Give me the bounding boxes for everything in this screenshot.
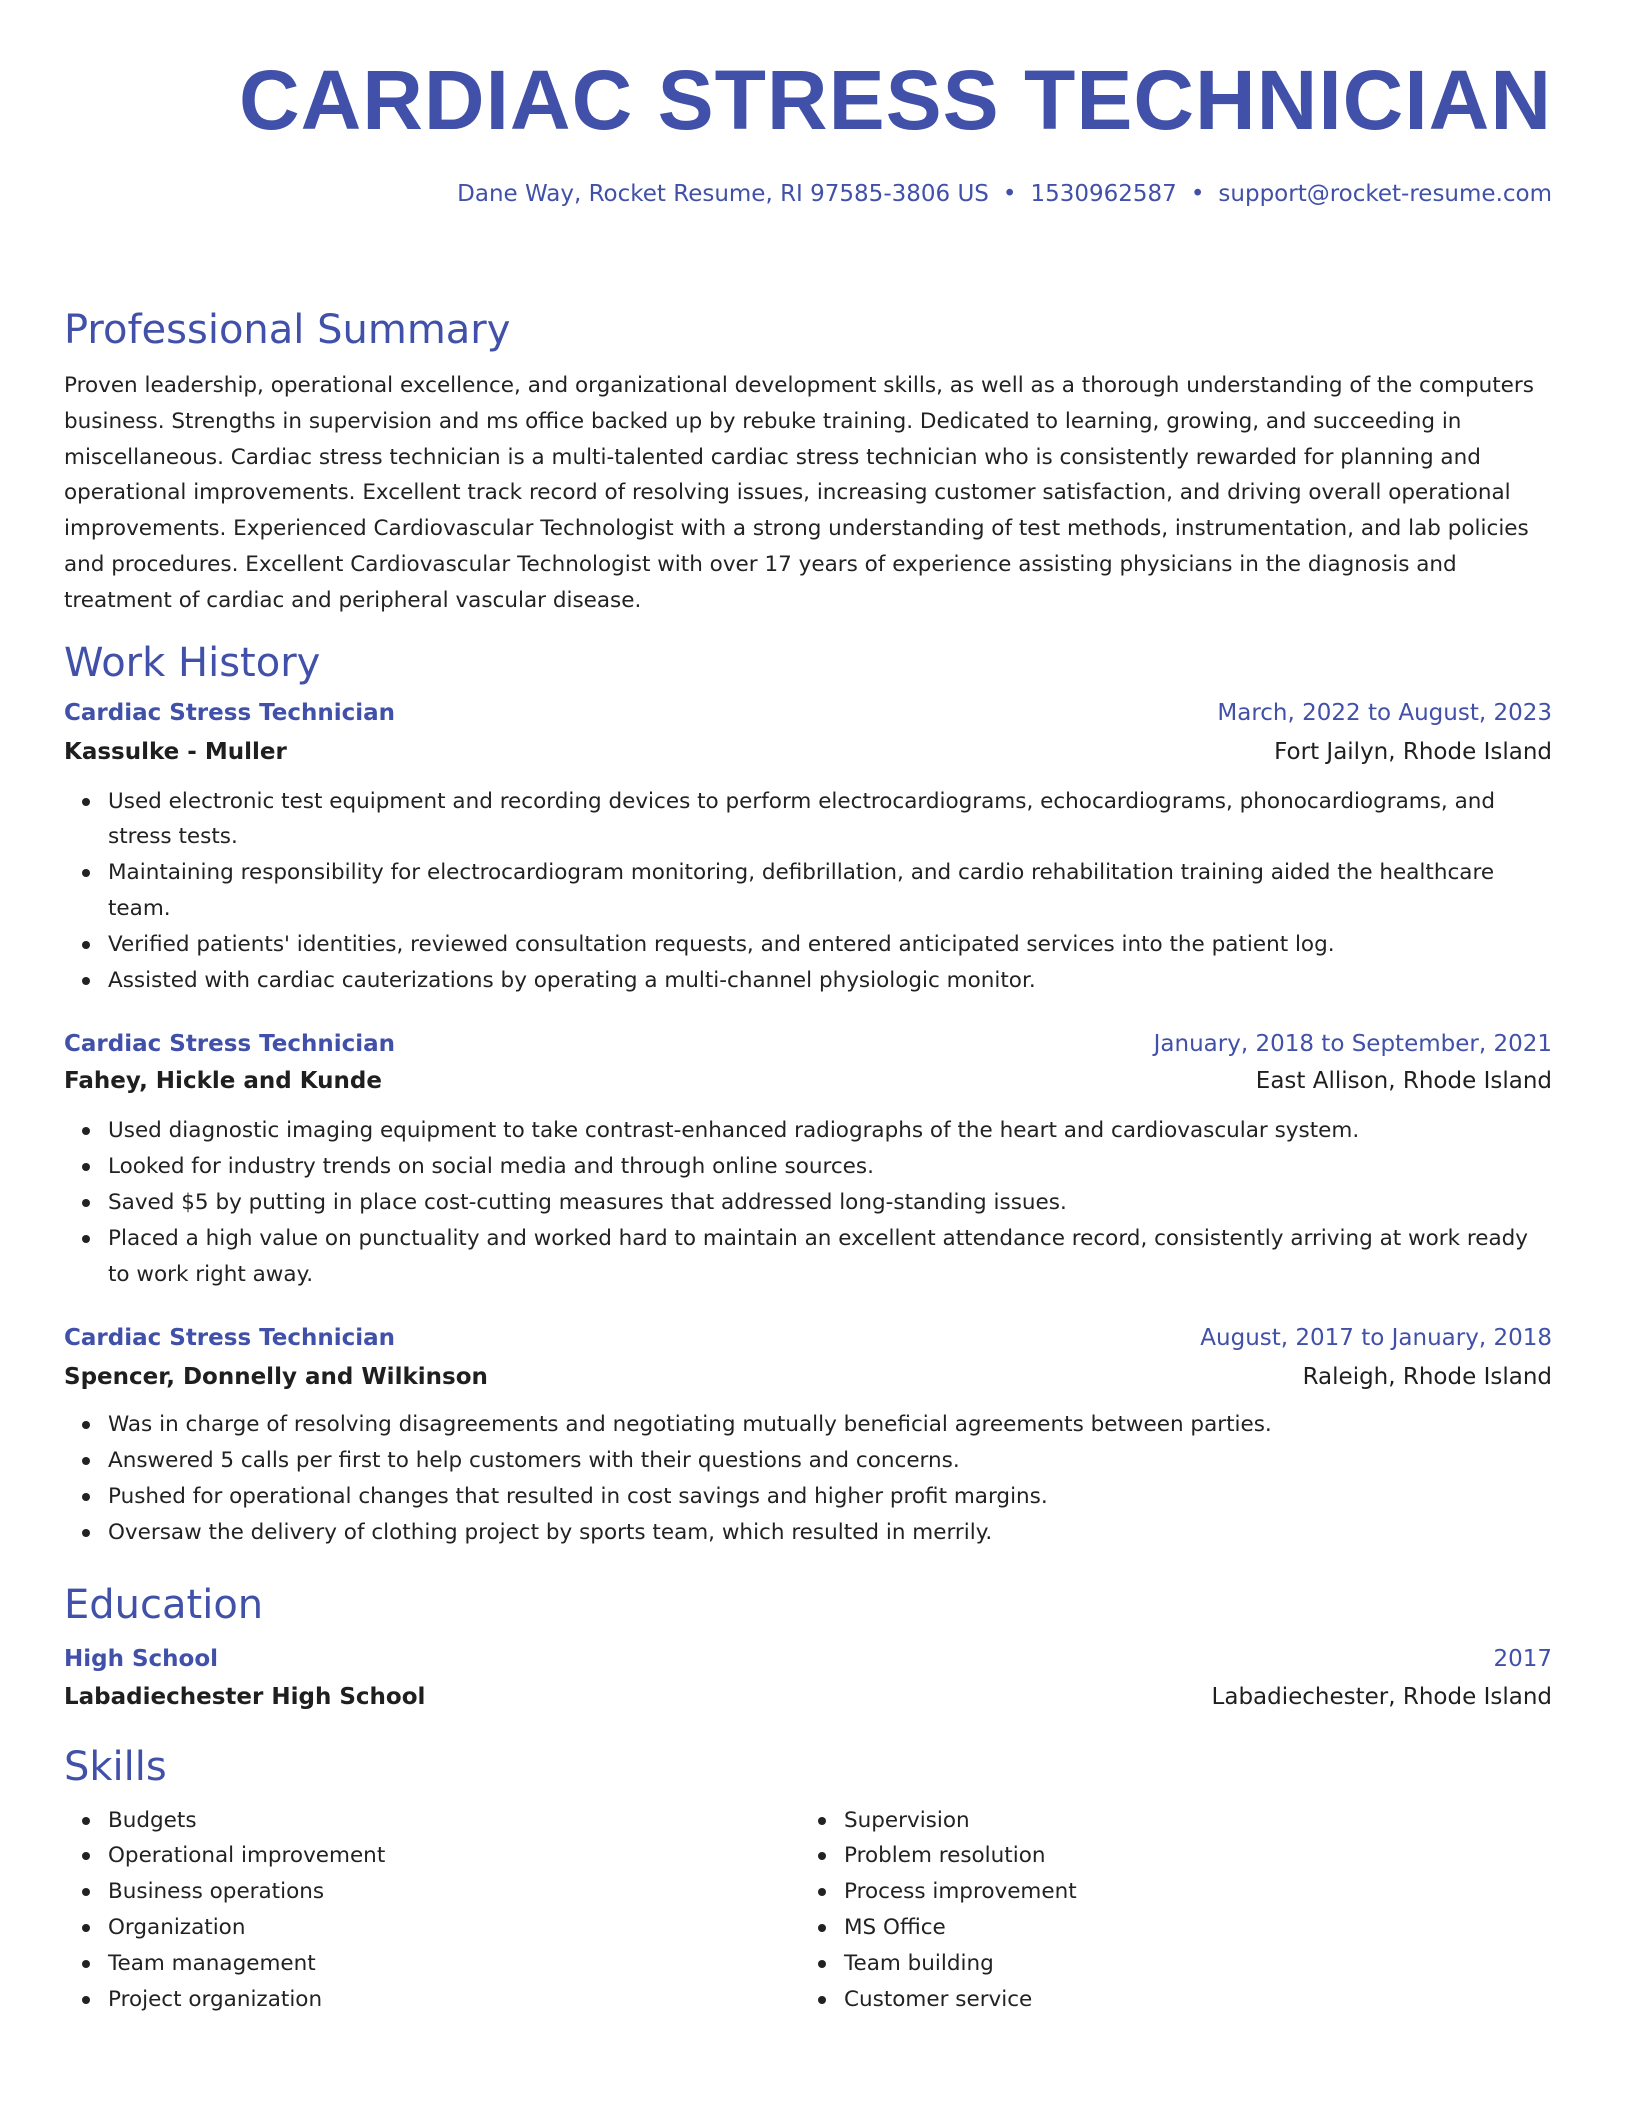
- job-title: Cardiac Stress Technician: [64, 1031, 396, 1058]
- job-header: [64, 697, 1552, 729]
- list-item: Verified patients' identities, reviewed consultation requests, and entered anticipated services into the patient log.: [108, 927, 1552, 963]
- list-item: Used electronic test equipment and recording devices to perform electrocardiograms, echocardiograms, phonocardiograms, and stress tests.: [108, 784, 1552, 856]
- skill-item: Operational improvement: [108, 1838, 800, 1874]
- job-entry: [64, 1322, 1552, 1550]
- section-heading-skills: Skills: [64, 1743, 167, 1790]
- summary-text: Proven leadership, operational excellence, and organizational development skills, as well as a thorough understanding of the computers business. Strengths in supervision and ms office backed up by rebuke training. Dedicated to learning, growing, and succeeding in miscellaneous. Cardiac stress technician is a multi-talented cardiac stress technician who is consistently rewarded for planning and operational improvements. Excellent track record of resolving issues, increasing customer satisfaction, and driving overall operational improvements. Experienced Cardiovascular Technologist with a strong understanding of test methods, instrumentation, and lab policies and procedures. Excellent Cardiovascular Technologist with over 17 years of experience assisting physicians in the diagnosis and treatment of cardiac and peripheral vascular disease.: [64, 373, 1534, 613]
- list-item: Pushed for operational changes that resulted in cost savings and higher profit margins.: [108, 1479, 1552, 1515]
- skill-item: Process improvement: [844, 1874, 1536, 1910]
- job-subheader: [64, 1065, 1552, 1097]
- job-location: Fort Jailyn, Rhode Island: [1274, 738, 1552, 765]
- list-item: Oversaw the delivery of clothing project by sports team, which resulted in merrily.: [108, 1515, 1552, 1551]
- contact-address: Dane Way, Rocket Resume, RI 97585-3806 US: [457, 181, 989, 207]
- contact-separator: •: [1190, 181, 1205, 207]
- resume-title: CARDIAC STRESS TECHNICIAN: [238, 53, 1552, 147]
- skill-item: Business operations: [108, 1874, 800, 1910]
- skill-item: Problem resolution: [844, 1838, 1536, 1874]
- job-subheader: [64, 1361, 1552, 1393]
- job-title: Cardiac Stress Technician: [64, 1325, 396, 1352]
- job-dates: March, 2022 to August, 2023: [1217, 699, 1552, 726]
- job-header: [64, 1322, 1552, 1354]
- section-heading-education: Education: [64, 1581, 264, 1628]
- skills-list-right: [800, 1803, 1536, 2018]
- job-bullets: [64, 1113, 1552, 1292]
- section-heading-summary: Professional Summary: [64, 307, 511, 353]
- skill-item: Customer service: [844, 1982, 1536, 2018]
- skill-item: Budgets: [108, 1803, 800, 1839]
- list-item: Used diagnostic imaging equipment to take contrast-enhanced radiographs of the heart and cardiovascular system.: [108, 1113, 1552, 1149]
- job-company: Kassulke - Muller: [64, 738, 287, 765]
- section-heading-work: Work History: [64, 639, 321, 686]
- contact-email: support@rocket-resume.com: [1218, 181, 1552, 207]
- list-item: Answered 5 calls per first to help customers with their questions and concerns.: [108, 1443, 1552, 1479]
- skill-item: MS Office: [844, 1910, 1536, 1946]
- education-subheader: [64, 1681, 1552, 1713]
- contact-separator: •: [1002, 181, 1017, 207]
- job-entry: [64, 1028, 1552, 1292]
- skills-list-left: [64, 1803, 800, 2018]
- job-location: East Allison, Rhode Island: [1255, 1068, 1552, 1095]
- skill-item: Team building: [844, 1946, 1536, 1982]
- job-company: Fahey, Hickle and Kunde: [64, 1068, 382, 1095]
- skills-columns: [64, 1803, 1552, 2018]
- skill-item: Supervision: [844, 1803, 1536, 1839]
- contact-line: [457, 178, 1552, 210]
- list-item: Saved $5 by putting in place cost-cutting measures that addressed long-standing issues.: [108, 1185, 1552, 1221]
- list-item: Assisted with cardiac cauterizations by operating a multi-channel physiologic monitor.: [108, 963, 1552, 999]
- job-company: Spencer, Donnelly and Wilkinson: [64, 1364, 488, 1391]
- skills-column-left: [64, 1803, 800, 2018]
- job-header: [64, 1028, 1552, 1060]
- education-school: Labadiechester High School: [64, 1683, 426, 1710]
- job-dates: August, 2017 to January, 2018: [1200, 1325, 1552, 1352]
- list-item: Was in charge of resolving disagreements and negotiating mutually beneficial agreements between parties.: [108, 1407, 1552, 1443]
- job-subheader: [64, 736, 1552, 768]
- job-bullets: [64, 784, 1552, 999]
- skills-section: [64, 1743, 1552, 2018]
- list-item: Placed a high value on punctuality and worked hard to maintain an excellent attendance record, consistently arriving at work ready to work right away.: [108, 1221, 1552, 1293]
- education-location: Labadiechester, Rhode Island: [1211, 1683, 1552, 1710]
- job-location: Raleigh, Rhode Island: [1302, 1364, 1552, 1391]
- education-section: [64, 1581, 1552, 1713]
- education-header: [64, 1643, 1552, 1675]
- skill-item: Team management: [108, 1946, 800, 1982]
- job-bullets: [64, 1407, 1552, 1550]
- contact-phone: 1530962587: [1030, 181, 1177, 207]
- job-entry: [64, 697, 1552, 999]
- summary-section: [64, 306, 1552, 619]
- list-item: Looked for industry trends on social media and through online sources.: [108, 1149, 1552, 1185]
- list-item: Maintaining responsibility for electrocardiogram monitoring, defibrillation, and cardio rehabilitation training aided the healthcare team.: [108, 855, 1552, 927]
- skill-item: Project organization: [108, 1982, 800, 2018]
- education-year: 2017: [1493, 1645, 1552, 1672]
- skill-item: Organization: [108, 1910, 800, 1946]
- education-degree: High School: [64, 1645, 219, 1672]
- job-dates: January, 2018 to September, 2021: [1153, 1031, 1552, 1058]
- work-section: [64, 639, 1552, 1551]
- skills-column-right: [800, 1803, 1536, 2018]
- job-title: Cardiac Stress Technician: [64, 699, 396, 726]
